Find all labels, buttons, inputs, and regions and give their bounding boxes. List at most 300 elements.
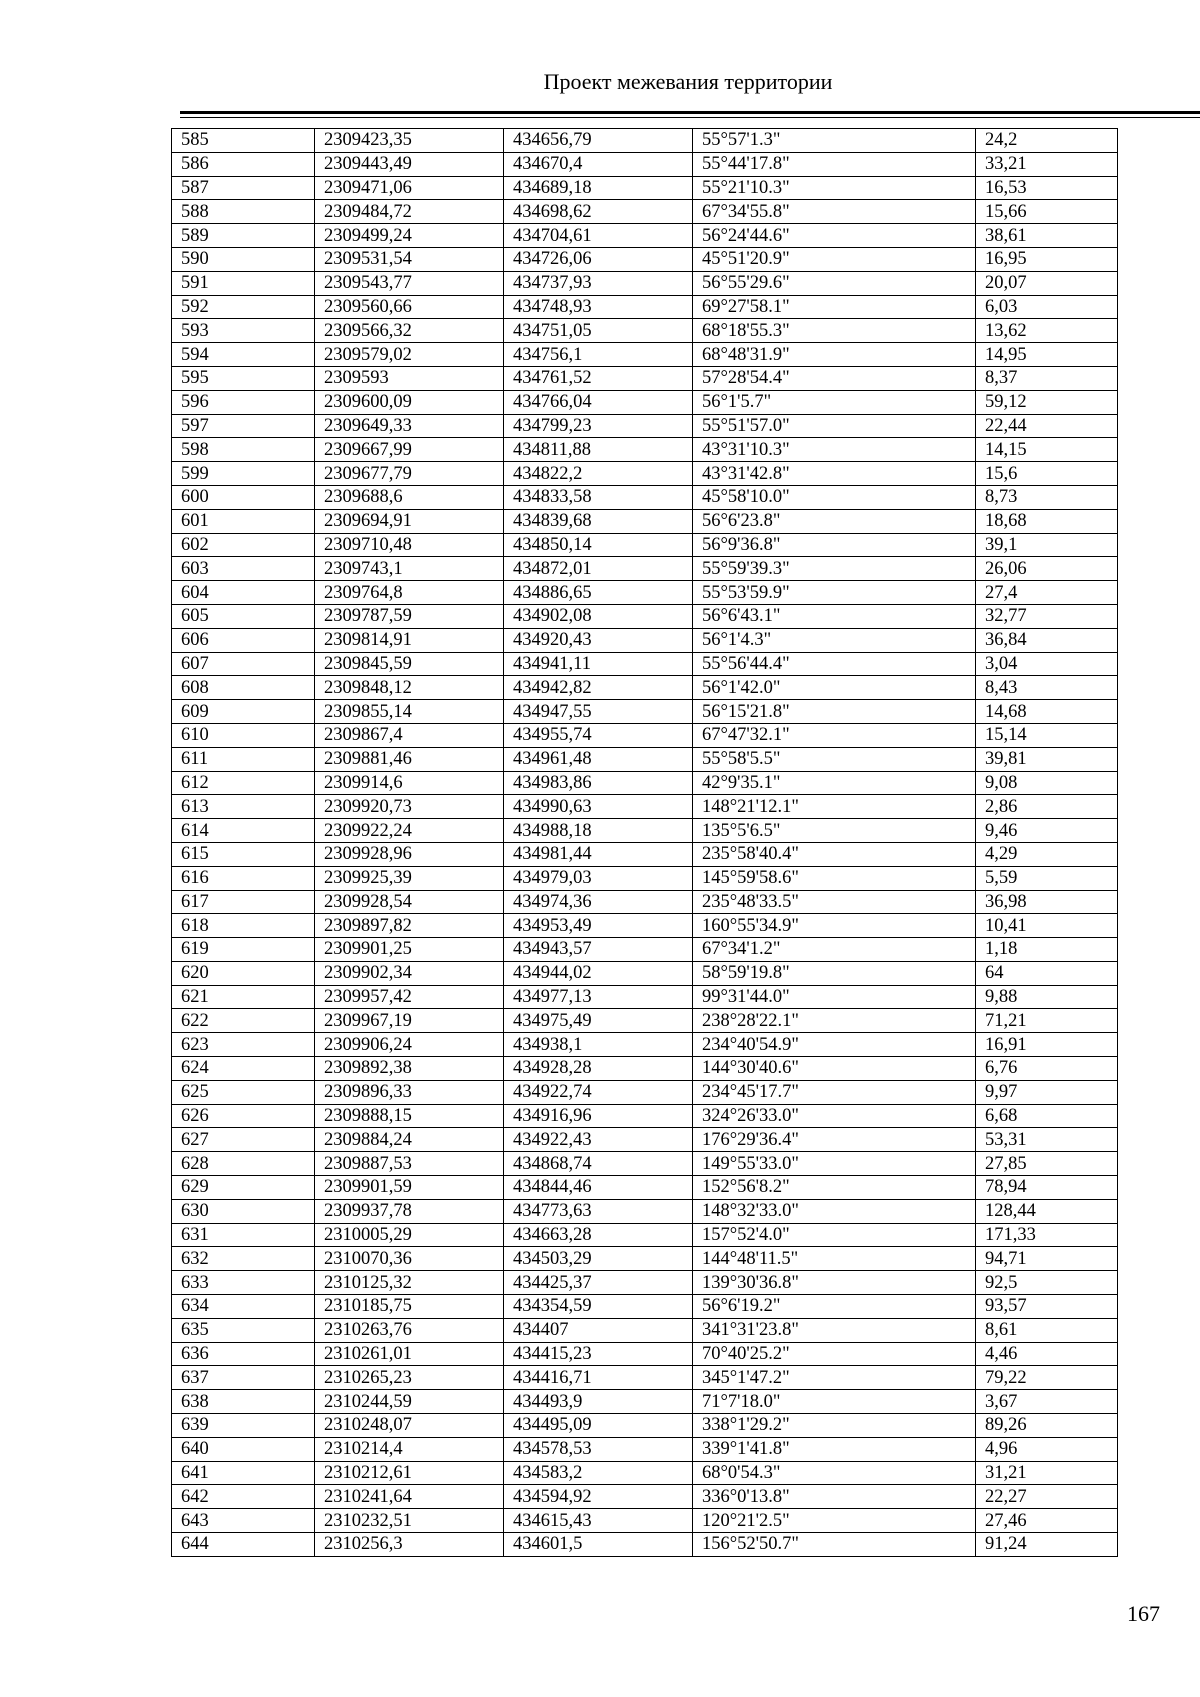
x-coordinate-cell: 2309566,32 (315, 319, 504, 343)
point-number-cell: 610 (172, 723, 315, 747)
x-coordinate-cell: 2310232,51 (315, 1509, 504, 1533)
x-coordinate-cell: 2309887,53 (315, 1152, 504, 1176)
point-number-cell: 635 (172, 1318, 315, 1342)
table-row (172, 1342, 1118, 1366)
x-coordinate-cell: 2309600,09 (315, 390, 504, 414)
length-cell: 6,76 (976, 1057, 1118, 1081)
y-coordinate-cell: 434773,63 (504, 1199, 693, 1223)
y-coordinate-cell: 434955,74 (504, 723, 693, 747)
x-coordinate-cell: 2309848,12 (315, 676, 504, 700)
direction-angle-cell: 148°32'33.0" (693, 1199, 976, 1223)
length-cell: 3,04 (976, 652, 1118, 676)
length-cell: 64 (976, 961, 1118, 985)
point-number-cell: 596 (172, 390, 315, 414)
y-coordinate-cell: 434656,79 (504, 129, 693, 153)
point-number-cell: 594 (172, 343, 315, 367)
x-coordinate-cell: 2309897,82 (315, 914, 504, 938)
table-row (172, 581, 1118, 605)
direction-angle-cell: 56°55'29.6" (693, 271, 976, 295)
direction-angle-cell: 144°30'40.6" (693, 1057, 976, 1081)
point-number-cell: 633 (172, 1271, 315, 1295)
x-coordinate-cell: 2310070,36 (315, 1247, 504, 1271)
table-row (172, 652, 1118, 676)
table-row (172, 129, 1118, 153)
header-divider (180, 111, 1200, 120)
y-coordinate-cell: 434670,4 (504, 152, 693, 176)
table-row (172, 985, 1118, 1009)
table-row (172, 366, 1118, 390)
length-cell: 9,08 (976, 771, 1118, 795)
length-cell: 8,37 (976, 366, 1118, 390)
length-cell: 128,44 (976, 1199, 1118, 1223)
direction-angle-cell: 324°26'33.0" (693, 1104, 976, 1128)
table-row (172, 1009, 1118, 1033)
x-coordinate-cell: 2309677,79 (315, 462, 504, 486)
y-coordinate-cell: 434990,63 (504, 795, 693, 819)
direction-angle-cell: 57°28'54.4" (693, 366, 976, 390)
length-cell: 8,43 (976, 676, 1118, 700)
direction-angle-cell: 55°56'44.4" (693, 652, 976, 676)
y-coordinate-cell: 434761,52 (504, 366, 693, 390)
direction-angle-cell: 238°28'22.1" (693, 1009, 976, 1033)
direction-angle-cell: 68°48'31.9" (693, 343, 976, 367)
page-number: 167 (1127, 1601, 1160, 1626)
length-cell: 71,21 (976, 1009, 1118, 1033)
length-cell: 20,07 (976, 271, 1118, 295)
length-cell: 4,29 (976, 842, 1118, 866)
table-row (172, 462, 1118, 486)
table-row (172, 1318, 1118, 1342)
point-number-cell: 643 (172, 1509, 315, 1533)
x-coordinate-cell: 2309560,66 (315, 295, 504, 319)
length-cell: 9,97 (976, 1080, 1118, 1104)
length-cell: 15,66 (976, 200, 1118, 224)
point-number-cell: 622 (172, 1009, 315, 1033)
point-number-cell: 634 (172, 1295, 315, 1319)
table-row (172, 1414, 1118, 1438)
y-coordinate-cell: 434583,2 (504, 1461, 693, 1485)
point-number-cell: 620 (172, 961, 315, 985)
direction-angle-cell: 68°0'54.3" (693, 1461, 976, 1485)
point-number-cell: 591 (172, 271, 315, 295)
table-row (172, 1390, 1118, 1414)
length-cell: 4,46 (976, 1342, 1118, 1366)
table-row (172, 628, 1118, 652)
x-coordinate-cell: 2309925,39 (315, 866, 504, 890)
table-row (172, 866, 1118, 890)
x-coordinate-cell: 2309884,24 (315, 1128, 504, 1152)
point-number-cell: 601 (172, 509, 315, 533)
y-coordinate-cell: 434503,29 (504, 1247, 693, 1271)
point-number-cell: 617 (172, 890, 315, 914)
x-coordinate-cell: 2309649,33 (315, 414, 504, 438)
y-coordinate-cell: 434922,43 (504, 1128, 693, 1152)
length-cell: 36,98 (976, 890, 1118, 914)
point-number-cell: 593 (172, 319, 315, 343)
length-cell: 1,18 (976, 938, 1118, 962)
x-coordinate-cell: 2309710,48 (315, 533, 504, 557)
x-coordinate-cell: 2309957,42 (315, 985, 504, 1009)
point-number-cell: 640 (172, 1437, 315, 1461)
x-coordinate-cell: 2309914,6 (315, 771, 504, 795)
length-cell: 6,03 (976, 295, 1118, 319)
direction-angle-cell: 71°7'18.0" (693, 1390, 976, 1414)
direction-angle-cell: 160°55'34.9" (693, 914, 976, 938)
table-row (172, 414, 1118, 438)
length-cell: 6,68 (976, 1104, 1118, 1128)
y-coordinate-cell: 434953,49 (504, 914, 693, 938)
direction-angle-cell: 55°53'59.9" (693, 581, 976, 605)
length-cell: 14,68 (976, 700, 1118, 724)
x-coordinate-cell: 2309787,59 (315, 604, 504, 628)
length-cell: 79,22 (976, 1366, 1118, 1390)
length-cell: 24,2 (976, 129, 1118, 153)
table-row (172, 319, 1118, 343)
table-row (172, 200, 1118, 224)
x-coordinate-cell: 2310256,3 (315, 1533, 504, 1557)
direction-angle-cell: 176°29'36.4" (693, 1128, 976, 1152)
y-coordinate-cell: 434988,18 (504, 819, 693, 843)
table-row (172, 1295, 1118, 1319)
length-cell: 27,85 (976, 1152, 1118, 1176)
x-coordinate-cell: 2309881,46 (315, 747, 504, 771)
point-number-cell: 629 (172, 1176, 315, 1200)
x-coordinate-cell: 2309896,33 (315, 1080, 504, 1104)
y-coordinate-cell: 434493,9 (504, 1390, 693, 1414)
y-coordinate-cell: 434799,23 (504, 414, 693, 438)
x-coordinate-cell: 2309867,4 (315, 723, 504, 747)
x-coordinate-cell: 2309688,6 (315, 485, 504, 509)
table-row (172, 914, 1118, 938)
direction-angle-cell: 56°15'21.8" (693, 700, 976, 724)
x-coordinate-cell: 2310263,76 (315, 1318, 504, 1342)
y-coordinate-cell: 434938,1 (504, 1033, 693, 1057)
point-number-cell: 627 (172, 1128, 315, 1152)
x-coordinate-cell: 2309499,24 (315, 224, 504, 248)
table-row (172, 176, 1118, 200)
length-cell: 33,21 (976, 152, 1118, 176)
length-cell: 18,68 (976, 509, 1118, 533)
table-row (172, 1057, 1118, 1081)
y-coordinate-cell: 434756,1 (504, 343, 693, 367)
table-row (172, 247, 1118, 271)
direction-angle-cell: 235°48'33.5" (693, 890, 976, 914)
point-number-cell: 637 (172, 1366, 315, 1390)
point-number-cell: 588 (172, 200, 315, 224)
header-divider-thin (180, 117, 1200, 118)
direction-angle-cell: 135°5'6.5" (693, 819, 976, 843)
direction-angle-cell: 43°31'42.8" (693, 462, 976, 486)
y-coordinate-cell: 434942,82 (504, 676, 693, 700)
length-cell: 94,71 (976, 1247, 1118, 1271)
x-coordinate-cell: 2309928,54 (315, 890, 504, 914)
table-row (172, 557, 1118, 581)
point-number-cell: 595 (172, 366, 315, 390)
direction-angle-cell: 68°18'55.3" (693, 319, 976, 343)
point-number-cell: 608 (172, 676, 315, 700)
table-row (172, 509, 1118, 533)
direction-angle-cell: 69°27'58.1" (693, 295, 976, 319)
point-number-cell: 616 (172, 866, 315, 890)
direction-angle-cell: 67°34'55.8" (693, 200, 976, 224)
x-coordinate-cell: 2309543,77 (315, 271, 504, 295)
y-coordinate-cell: 434947,55 (504, 700, 693, 724)
point-number-cell: 639 (172, 1414, 315, 1438)
direction-angle-cell: 56°6'43.1" (693, 604, 976, 628)
length-cell: 27,46 (976, 1509, 1118, 1533)
y-coordinate-cell: 434886,65 (504, 581, 693, 605)
direction-angle-cell: 56°9'36.8" (693, 533, 976, 557)
point-number-cell: 597 (172, 414, 315, 438)
length-cell: 92,5 (976, 1271, 1118, 1295)
length-cell: 16,95 (976, 247, 1118, 271)
y-coordinate-cell: 434974,36 (504, 890, 693, 914)
x-coordinate-cell: 2309743,1 (315, 557, 504, 581)
length-cell: 59,12 (976, 390, 1118, 414)
x-coordinate-cell: 2309471,06 (315, 176, 504, 200)
x-coordinate-cell: 2309484,72 (315, 200, 504, 224)
point-number-cell: 613 (172, 795, 315, 819)
table-row (172, 343, 1118, 367)
direction-angle-cell: 56°6'23.8" (693, 509, 976, 533)
y-coordinate-cell: 434944,02 (504, 961, 693, 985)
page-title: Проект межевания территории (543, 69, 833, 94)
x-coordinate-cell: 2309902,34 (315, 961, 504, 985)
point-number-cell: 636 (172, 1342, 315, 1366)
x-coordinate-cell: 2309967,19 (315, 1009, 504, 1033)
direction-angle-cell: 148°21'12.1" (693, 795, 976, 819)
table-row (172, 842, 1118, 866)
point-number-cell: 604 (172, 581, 315, 605)
x-coordinate-cell: 2309845,59 (315, 652, 504, 676)
direction-angle-cell: 55°51'57.0" (693, 414, 976, 438)
y-coordinate-cell: 434811,88 (504, 438, 693, 462)
table-row (172, 890, 1118, 914)
direction-angle-cell: 339°1'41.8" (693, 1437, 976, 1461)
point-number-cell: 585 (172, 129, 315, 153)
table-row (172, 1366, 1118, 1390)
y-coordinate-cell: 434833,58 (504, 485, 693, 509)
direction-angle-cell: 55°57'1.3" (693, 129, 976, 153)
x-coordinate-cell: 2310261,01 (315, 1342, 504, 1366)
direction-angle-cell: 55°58'5.5" (693, 747, 976, 771)
length-cell: 32,77 (976, 604, 1118, 628)
point-number-cell: 589 (172, 224, 315, 248)
direction-angle-cell: 55°59'39.3" (693, 557, 976, 581)
y-coordinate-cell: 434766,04 (504, 390, 693, 414)
table-row (172, 224, 1118, 248)
point-number-cell: 605 (172, 604, 315, 628)
y-coordinate-cell: 434689,18 (504, 176, 693, 200)
point-number-cell: 624 (172, 1057, 315, 1081)
x-coordinate-cell: 2309855,14 (315, 700, 504, 724)
x-coordinate-cell: 2310241,64 (315, 1485, 504, 1509)
direction-angle-cell: 58°59'19.8" (693, 961, 976, 985)
y-coordinate-cell: 434920,43 (504, 628, 693, 652)
length-cell: 14,95 (976, 343, 1118, 367)
x-coordinate-cell: 2310212,61 (315, 1461, 504, 1485)
table-row (172, 390, 1118, 414)
table-row (172, 1128, 1118, 1152)
y-coordinate-cell: 434663,28 (504, 1223, 693, 1247)
point-number-cell: 602 (172, 533, 315, 557)
length-cell: 16,53 (976, 176, 1118, 200)
point-number-cell: 609 (172, 700, 315, 724)
x-coordinate-cell: 2309423,35 (315, 129, 504, 153)
table-row (172, 1485, 1118, 1509)
table-row (172, 604, 1118, 628)
point-number-cell: 599 (172, 462, 315, 486)
table-row (172, 1509, 1118, 1533)
direction-angle-cell: 234°45'17.7" (693, 1080, 976, 1104)
length-cell: 89,26 (976, 1414, 1118, 1438)
y-coordinate-cell: 434354,59 (504, 1295, 693, 1319)
y-coordinate-cell: 434416,71 (504, 1366, 693, 1390)
point-number-cell: 598 (172, 438, 315, 462)
y-coordinate-cell: 434407 (504, 1318, 693, 1342)
y-coordinate-cell: 434975,49 (504, 1009, 693, 1033)
y-coordinate-cell: 434943,57 (504, 938, 693, 962)
table-row (172, 961, 1118, 985)
length-cell: 8,61 (976, 1318, 1118, 1342)
coordinates-table-body (172, 129, 1118, 1557)
header-divider-thick (180, 111, 1200, 114)
direction-angle-cell: 56°6'19.2" (693, 1295, 976, 1319)
x-coordinate-cell: 2310265,23 (315, 1366, 504, 1390)
x-coordinate-cell: 2309593 (315, 366, 504, 390)
table-row (172, 1247, 1118, 1271)
x-coordinate-cell: 2309814,91 (315, 628, 504, 652)
x-coordinate-cell: 2309901,59 (315, 1176, 504, 1200)
direction-angle-cell: 67°34'1.2" (693, 938, 976, 962)
y-coordinate-cell: 434601,5 (504, 1533, 693, 1557)
direction-angle-cell: 56°1'42.0" (693, 676, 976, 700)
length-cell: 31,21 (976, 1461, 1118, 1485)
point-number-cell: 619 (172, 938, 315, 962)
x-coordinate-cell: 2310185,75 (315, 1295, 504, 1319)
point-number-cell: 630 (172, 1199, 315, 1223)
table-row (172, 676, 1118, 700)
point-number-cell: 603 (172, 557, 315, 581)
table-row (172, 700, 1118, 724)
y-coordinate-cell: 434578,53 (504, 1437, 693, 1461)
length-cell: 26,06 (976, 557, 1118, 581)
direction-angle-cell: 234°40'54.9" (693, 1033, 976, 1057)
y-coordinate-cell: 434922,74 (504, 1080, 693, 1104)
y-coordinate-cell: 434902,08 (504, 604, 693, 628)
x-coordinate-cell: 2310214,4 (315, 1437, 504, 1461)
length-cell: 39,81 (976, 747, 1118, 771)
direction-angle-cell: 336°0'13.8" (693, 1485, 976, 1509)
x-coordinate-cell: 2309443,49 (315, 152, 504, 176)
direction-angle-cell: 345°1'47.2" (693, 1366, 976, 1390)
direction-angle-cell: 338°1'29.2" (693, 1414, 976, 1438)
coordinates-table (171, 128, 1118, 1557)
point-number-cell: 614 (172, 819, 315, 843)
y-coordinate-cell: 434868,74 (504, 1152, 693, 1176)
table-row (172, 938, 1118, 962)
x-coordinate-cell: 2309888,15 (315, 1104, 504, 1128)
length-cell: 9,46 (976, 819, 1118, 843)
y-coordinate-cell: 434751,05 (504, 319, 693, 343)
table-row (172, 533, 1118, 557)
direction-angle-cell: 56°24'44.6" (693, 224, 976, 248)
table-row (172, 1176, 1118, 1200)
length-cell: 93,57 (976, 1295, 1118, 1319)
y-coordinate-cell: 434850,14 (504, 533, 693, 557)
length-cell: 171,33 (976, 1223, 1118, 1247)
x-coordinate-cell: 2309579,02 (315, 343, 504, 367)
point-number-cell: 632 (172, 1247, 315, 1271)
y-coordinate-cell: 434961,48 (504, 747, 693, 771)
x-coordinate-cell: 2310244,59 (315, 1390, 504, 1414)
length-cell: 22,27 (976, 1485, 1118, 1509)
y-coordinate-cell: 434425,37 (504, 1271, 693, 1295)
y-coordinate-cell: 434983,86 (504, 771, 693, 795)
direction-angle-cell: 235°58'40.4" (693, 842, 976, 866)
y-coordinate-cell: 434415,23 (504, 1342, 693, 1366)
table-row (172, 1271, 1118, 1295)
table-row (172, 1533, 1118, 1557)
point-number-cell: 644 (172, 1533, 315, 1557)
length-cell: 13,62 (976, 319, 1118, 343)
direction-angle-cell: 45°58'10.0" (693, 485, 976, 509)
table-row (172, 271, 1118, 295)
y-coordinate-cell: 434981,44 (504, 842, 693, 866)
table-row (172, 1437, 1118, 1461)
y-coordinate-cell: 434698,62 (504, 200, 693, 224)
length-cell: 91,24 (976, 1533, 1118, 1557)
length-cell: 15,14 (976, 723, 1118, 747)
length-cell: 15,6 (976, 462, 1118, 486)
table-row (172, 295, 1118, 319)
point-number-cell: 587 (172, 176, 315, 200)
y-coordinate-cell: 434748,93 (504, 295, 693, 319)
direction-angle-cell: 55°44'17.8" (693, 152, 976, 176)
point-number-cell: 621 (172, 985, 315, 1009)
table-row (172, 438, 1118, 462)
x-coordinate-cell: 2309906,24 (315, 1033, 504, 1057)
x-coordinate-cell: 2310248,07 (315, 1414, 504, 1438)
point-number-cell: 631 (172, 1223, 315, 1247)
y-coordinate-cell: 434615,43 (504, 1509, 693, 1533)
table-row (172, 1033, 1118, 1057)
point-number-cell: 612 (172, 771, 315, 795)
point-number-cell: 625 (172, 1080, 315, 1104)
length-cell: 53,31 (976, 1128, 1118, 1152)
x-coordinate-cell: 2310005,29 (315, 1223, 504, 1247)
x-coordinate-cell: 2309694,91 (315, 509, 504, 533)
point-number-cell: 642 (172, 1485, 315, 1509)
point-number-cell: 638 (172, 1390, 315, 1414)
y-coordinate-cell: 434704,61 (504, 224, 693, 248)
table-row (172, 1223, 1118, 1247)
length-cell: 16,91 (976, 1033, 1118, 1057)
length-cell: 10,41 (976, 914, 1118, 938)
length-cell: 2,86 (976, 795, 1118, 819)
x-coordinate-cell: 2309928,96 (315, 842, 504, 866)
direction-angle-cell: 120°21'2.5" (693, 1509, 976, 1533)
direction-angle-cell: 56°1'4.3" (693, 628, 976, 652)
length-cell: 14,15 (976, 438, 1118, 462)
x-coordinate-cell: 2309531,54 (315, 247, 504, 271)
length-cell: 5,59 (976, 866, 1118, 890)
x-coordinate-cell: 2309937,78 (315, 1199, 504, 1223)
y-coordinate-cell: 434726,06 (504, 247, 693, 271)
x-coordinate-cell: 2309667,99 (315, 438, 504, 462)
point-number-cell: 606 (172, 628, 315, 652)
y-coordinate-cell: 434839,68 (504, 509, 693, 533)
